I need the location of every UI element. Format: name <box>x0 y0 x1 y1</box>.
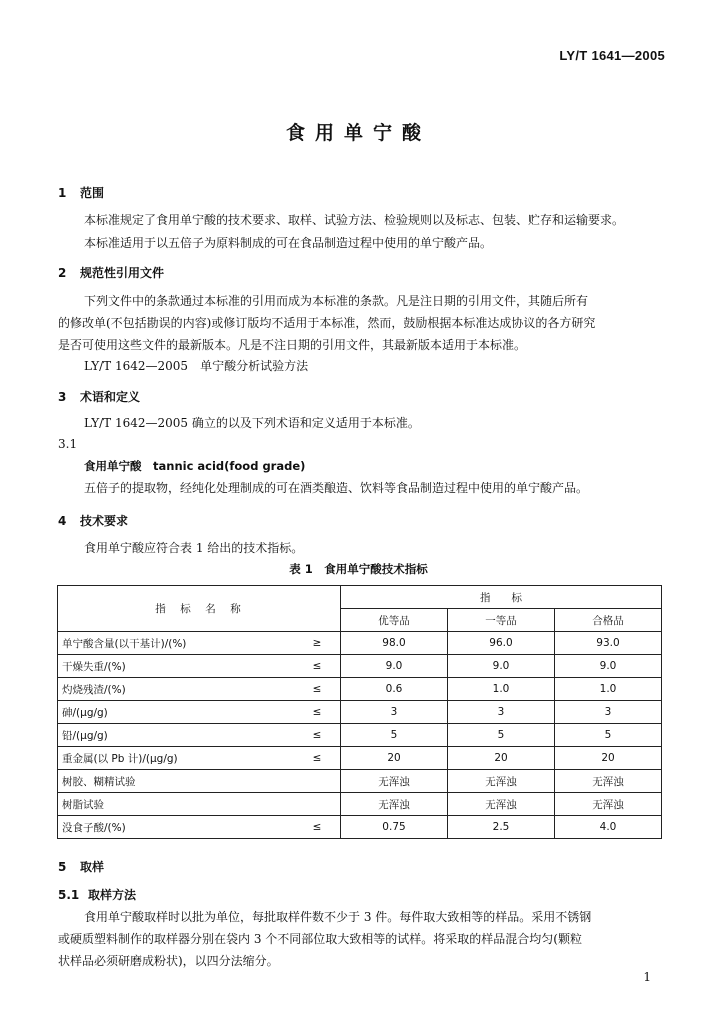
section-3-title: 术语和定义 <box>80 390 141 404</box>
table-row <box>58 770 662 793</box>
row-operator: ≤ <box>294 678 341 701</box>
subsection-5-1-heading <box>58 886 659 903</box>
row-value: 无浑浊 <box>555 793 662 816</box>
term-definition: 五倍子的提取物，经纯化处理制成的可在酒类酿造、饮料等食品制造过程中使用的单宁酸产品。 <box>84 481 589 495</box>
page-number: 1 <box>643 970 651 984</box>
table-header-row-1 <box>58 586 662 609</box>
section-1-para-1: 本标准规定了食用单宁酸的技术要求、取样、试验方法、检验规则以及标志、包装、贮存和运输要求。 <box>84 213 625 227</box>
subsection-3-1-number: 3.1 <box>58 437 78 451</box>
header-grade-first: 一等品 <box>448 609 555 632</box>
row-value: 无浑浊 <box>341 793 448 816</box>
row-name: 重金属(以 Pb 计)/(μg/g) <box>58 747 295 770</box>
section-2-title: 规范性引用文件 <box>80 266 165 280</box>
row-value: 无浑浊 <box>555 770 662 793</box>
header-index-name: 指 标 名 称 <box>58 586 341 632</box>
section-4-heading <box>58 512 659 529</box>
section-5-para-line-2: 或硬质塑料制作的取样器分别在袋内 3 个不同部位取大致相等的试样。将采取的样品混合均匀(颗粒 <box>58 932 582 946</box>
row-operator: ≤ <box>294 747 341 770</box>
header-index: 指 标 <box>341 586 662 609</box>
row-value: 0.75 <box>341 816 448 839</box>
subsection-5-1-title: 取样方法 <box>88 888 137 902</box>
section-2-number: 2 <box>58 266 67 280</box>
row-name: 铅/(μg/g) <box>58 724 295 747</box>
row-value: 9.0 <box>555 655 662 678</box>
row-name: 树脂试验 <box>58 793 341 816</box>
row-value: 20 <box>341 747 448 770</box>
document-title: 食用单宁酸 <box>285 122 431 144</box>
row-value: 20 <box>448 747 555 770</box>
row-value: 5 <box>341 724 448 747</box>
subsection-5-1-number: 5.1 <box>58 888 80 902</box>
row-value: 4.0 <box>555 816 662 839</box>
table-row <box>58 724 662 747</box>
table-caption: 表 1 食用单宁酸技术指标 <box>289 562 428 576</box>
row-name: 单宁酸含量(以干基计)/(%) <box>58 632 295 655</box>
row-value: 1.0 <box>555 678 662 701</box>
term-heading: 食用单宁酸 tannic acid(food grade) <box>84 459 306 473</box>
table-row <box>58 747 662 770</box>
section-3-para-1: LY/T 1642—2005 确立的以及下列术语和定义适用于本标准。 <box>84 416 420 430</box>
row-operator: ≤ <box>294 816 341 839</box>
section-5-heading <box>58 858 659 875</box>
table-row <box>58 701 662 724</box>
row-value: 96.0 <box>448 632 555 655</box>
section-5-number: 5 <box>58 860 67 874</box>
section-1-number: 1 <box>58 186 67 200</box>
row-value: 无浑浊 <box>448 770 555 793</box>
row-name: 灼烧残渣/(%) <box>58 678 295 701</box>
row-operator: ≤ <box>294 701 341 724</box>
row-operator: ≤ <box>294 655 341 678</box>
row-name: 砷/(μg/g) <box>58 701 295 724</box>
section-2-para-line-1: 下列文件中的条款通过本标准的引用而成为本标准的条款。凡是注日期的引用文件，其随后所有 <box>84 294 589 308</box>
row-value: 1.0 <box>448 678 555 701</box>
row-value: 3 <box>341 701 448 724</box>
row-value: 5 <box>555 724 662 747</box>
standard-code: LY/T 1641—2005 <box>559 48 665 63</box>
section-1-para-2: 本标准适用于以五倍子为原料制成的可在食品制造过程中使用的单宁酸产品。 <box>84 236 493 250</box>
row-value: 3 <box>555 701 662 724</box>
normative-reference: LY/T 1642—2005 单宁酸分析试验方法 <box>84 359 309 373</box>
section-5-title: 取样 <box>80 860 105 874</box>
row-name: 干燥失重/(%) <box>58 655 295 678</box>
row-operator: ≤ <box>294 724 341 747</box>
section-3-heading <box>58 388 659 405</box>
table-row <box>58 678 662 701</box>
table-row <box>58 816 662 839</box>
row-name: 树胶、糊精试验 <box>58 770 341 793</box>
section-5-para-line-1: 食用单宁酸取样时以批为单位，每批取样件数不少于 3 件。每件取大致相等的样品。采用不锈钢 <box>84 910 592 924</box>
table-row <box>58 655 662 678</box>
table-row <box>58 793 662 816</box>
row-value: 0.6 <box>341 678 448 701</box>
row-operator: ≥ <box>294 632 341 655</box>
row-value: 无浑浊 <box>341 770 448 793</box>
technical-spec-table <box>57 585 662 839</box>
row-value: 5 <box>448 724 555 747</box>
section-2-para-line-3: 是否可使用这些文件的最新版本。凡是不注日期的引用文件，其最新版本适用于本标准。 <box>58 338 527 352</box>
header-grade-premium: 优等品 <box>341 609 448 632</box>
header-grade-qualified: 合格品 <box>555 609 662 632</box>
row-value: 2.5 <box>448 816 555 839</box>
row-value: 9.0 <box>448 655 555 678</box>
table-row <box>58 632 662 655</box>
section-2-heading <box>58 264 659 281</box>
section-3-number: 3 <box>58 390 67 404</box>
section-4-para-1: 食用单宁酸应符合表 1 给出的技术指标。 <box>84 541 304 555</box>
section-4-title: 技术要求 <box>80 514 129 528</box>
section-5-para-line-3: 状样品必须研磨成粉状)，以四分法缩分。 <box>58 954 279 968</box>
row-value: 98.0 <box>341 632 448 655</box>
row-value: 20 <box>555 747 662 770</box>
section-1-title: 范围 <box>80 186 105 200</box>
section-4-number: 4 <box>58 514 67 528</box>
row-value: 9.0 <box>341 655 448 678</box>
row-value: 3 <box>448 701 555 724</box>
section-1-heading <box>58 184 659 201</box>
row-value: 无浑浊 <box>448 793 555 816</box>
section-2-para-line-2: 的修改单(不包括勘误的内容)或修订版均不适用于本标准，然而，鼓励根据本标准达成协议的各方研究 <box>58 316 596 330</box>
row-value: 93.0 <box>555 632 662 655</box>
row-name: 没食子酸/(%) <box>58 816 295 839</box>
